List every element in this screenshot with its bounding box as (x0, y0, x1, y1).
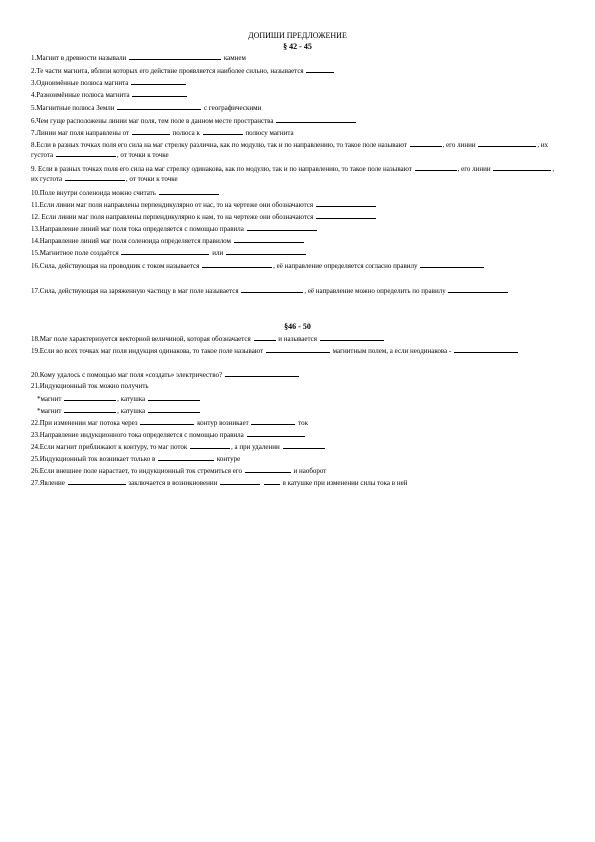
answer-blank[interactable] (410, 140, 442, 147)
question-9 (31, 164, 561, 183)
answer-blank[interactable] (131, 78, 186, 85)
answer-blank[interactable] (276, 116, 356, 123)
question-1 (31, 53, 561, 63)
answer-blank[interactable] (234, 236, 304, 243)
answer-blank[interactable] (316, 200, 376, 207)
question-7 (31, 128, 561, 138)
question-text: , катушка (117, 395, 146, 403)
answer-blank[interactable] (454, 346, 518, 353)
question-text: магнитным полем, а если неодинакова - (332, 347, 452, 355)
question-text: 6.Чем гуще расположены линии маг поля, тем поле в данном месте пространства (31, 117, 274, 125)
question-27 (31, 478, 561, 488)
question-text: и наоборот (293, 467, 327, 475)
question-25 (31, 454, 561, 464)
question-24 (31, 442, 561, 452)
answer-blank[interactable] (226, 248, 306, 255)
question-2 (31, 66, 561, 76)
question-21-magnet-line-1 (31, 394, 567, 404)
answer-blank[interactable] (129, 53, 221, 60)
question-text: 10.Поле внутри соленоида можно считать (31, 189, 156, 197)
question-text: или (212, 249, 224, 257)
answer-blank[interactable] (247, 224, 317, 231)
answer-blank[interactable] (478, 140, 536, 147)
question-text: в катушке при изменении силы тока в ней (282, 479, 408, 487)
answer-blank[interactable] (448, 286, 508, 293)
section-heading-42-45: § 42 - 45 (283, 42, 312, 51)
question-14 (31, 236, 561, 246)
answer-blank[interactable] (132, 128, 170, 135)
question-text: 21.Индукционный ток можно получить (31, 382, 149, 390)
question-text: 16.Сила, действующая на проводник с током называется (31, 262, 200, 270)
question-4 (31, 90, 561, 100)
answer-blank[interactable] (493, 164, 551, 171)
answer-blank[interactable] (68, 478, 126, 485)
answer-blank[interactable] (306, 66, 334, 73)
answer-blank[interactable] (140, 418, 194, 425)
question-text: *магнит (37, 395, 62, 403)
answer-blank[interactable] (148, 406, 200, 413)
question-text: с географическими (204, 104, 262, 112)
question-text: и называется (278, 335, 317, 343)
question-text: 9. Если в разных точках поля его сила на маг стрелку одинакова, как по модулю, так и по направлению, то такое поле называют (31, 165, 412, 173)
question-text: 11.Если линии маг поля направлены перпендикулярно от нас, то на чертеже они обозначаются (31, 201, 314, 209)
answer-blank[interactable] (320, 334, 384, 341)
worksheet-title: ДОПИШИ ПРЕДЛОЖЕНИЕ (248, 31, 347, 40)
question-text: 19.Если во всех точках маг поля индукция одинакова, то такое поле называют (31, 347, 264, 355)
question-text: 22.При изменении маг потока через (31, 419, 138, 427)
answer-blank[interactable] (220, 478, 260, 485)
question-text: 2.Те части магнита, вблизи которых его действие проявляется наиболее сильно, называется (31, 67, 304, 75)
answer-blank[interactable] (65, 174, 125, 181)
question-13 (31, 224, 561, 234)
question-text: полюса к (172, 129, 200, 137)
answer-blank[interactable] (316, 212, 376, 219)
question-23 (31, 430, 561, 440)
answer-blank[interactable] (241, 286, 303, 293)
question-text: 13.Направление линий маг поля тока определяется с помощью правила (31, 225, 244, 233)
question-text: , от точки к точке (116, 150, 169, 159)
question-text: , его линии (457, 165, 491, 173)
question-15 (31, 248, 561, 258)
question-text: полюсу магнита (245, 129, 294, 137)
question-text: 15.Магнитное поле создаётся (31, 249, 119, 257)
answer-blank[interactable] (121, 248, 209, 255)
question-text: 5.Магнитные полюса Земли (31, 104, 115, 112)
answer-blank[interactable] (64, 394, 116, 401)
question-18 (31, 334, 561, 344)
question-text: , их густота (31, 165, 555, 183)
answer-blank[interactable] (225, 370, 299, 377)
question-text: 27.Явление (31, 479, 65, 487)
question-text: контуре (216, 455, 241, 463)
question-text: заключается в возникновении (128, 479, 218, 487)
answer-blank[interactable] (251, 418, 295, 425)
question-text: , его линии (442, 141, 476, 149)
answer-blank[interactable] (148, 394, 200, 401)
question-16 (31, 261, 561, 271)
question-text: 1.Магнит в древности называли (31, 54, 127, 62)
question-text: 7.Линии маг поля направлены от (31, 129, 130, 137)
question-text: 25.Индукционный ток возникает только в (31, 455, 156, 463)
answer-blank[interactable] (264, 478, 280, 485)
answer-blank[interactable] (64, 406, 116, 413)
answer-blank[interactable] (420, 261, 484, 268)
answer-blank[interactable] (117, 103, 201, 110)
question-text: 23.Направление индукционного тока определяется с помощью правила (31, 431, 244, 439)
question-text: 20.Кому удалось с помощью маг поля «создать» электричество? (31, 371, 223, 379)
question-text: контур возникает (197, 419, 249, 427)
answer-blank[interactable] (56, 150, 116, 157)
section-heading-46-50: §46 - 50 (284, 322, 311, 331)
question-text: 8.Если в разных точках поля его сила на маг стрелку различна, как по модулю, так и по направлению, то такое поле называют (31, 141, 407, 149)
question-text: 3.Одноимённые полюса магнита (31, 79, 129, 87)
answer-blank[interactable] (158, 454, 214, 461)
question-19 (31, 346, 561, 356)
question-11 (31, 200, 561, 210)
question-26 (31, 466, 561, 476)
answer-blank[interactable] (132, 90, 187, 97)
answer-blank[interactable] (203, 128, 243, 135)
question-text: ток (298, 419, 309, 427)
question-text: 4.Разноимённые полюса магнита (31, 91, 130, 99)
question-text: 14.Направление линий маг поля соленоида определяется правилом (31, 237, 231, 245)
question-10 (31, 188, 561, 198)
question-text: , её направление определяется согласно правилу (273, 262, 418, 270)
answer-blank[interactable] (190, 442, 230, 449)
question-8 (31, 140, 561, 159)
answer-blank[interactable] (415, 164, 457, 171)
answer-blank[interactable] (254, 334, 276, 341)
question-text: , от точки к точке (125, 174, 178, 183)
question-text: , катушка (117, 407, 146, 415)
question-5 (31, 103, 561, 113)
question-text: 26.Если внешнее поле нарастает, то индукционный ток стремиться его (31, 467, 242, 475)
answer-blank[interactable] (202, 261, 272, 268)
question-20 (31, 370, 561, 380)
question-text: , её направление можно определить по правилу (304, 287, 446, 295)
answer-blank[interactable] (245, 466, 291, 473)
question-21 (31, 382, 561, 391)
question-text: камнем (223, 54, 246, 62)
question-12 (31, 212, 561, 222)
question-17 (31, 286, 561, 296)
question-text: 24.Если магнит приближают к контуру, то маг поток (31, 443, 188, 451)
answer-blank[interactable] (266, 346, 330, 353)
question-text: , а при удалении (231, 443, 280, 451)
question-text: 17.Сила, действующая на заряженную частицу в маг поле называется (31, 287, 239, 295)
question-text: , их густота (31, 141, 549, 159)
answer-blank[interactable] (159, 188, 219, 195)
question-text: 18.Маг поле характеризуется векторной величиной, которая обозначается (31, 335, 251, 343)
question-22 (31, 418, 561, 428)
question-6 (31, 116, 561, 126)
answer-blank[interactable] (247, 430, 305, 437)
answer-blank[interactable] (283, 442, 325, 449)
question-21-magnet-line-2 (31, 406, 567, 416)
question-text: 12. Если линии маг поля направлены перпендикулярно к нам, то на чертеже они обозначаются (31, 213, 314, 221)
question-text: *магнит (37, 407, 62, 415)
question-3 (31, 78, 561, 88)
